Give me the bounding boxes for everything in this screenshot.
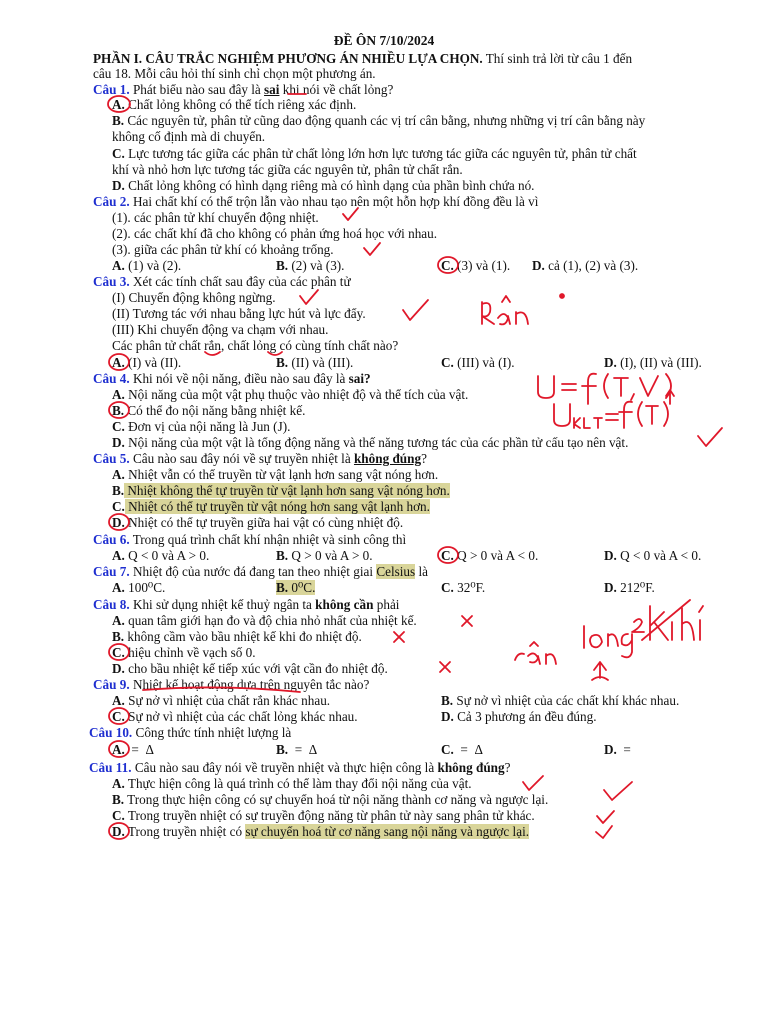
- arrow-up-icon: [666, 390, 674, 404]
- q9-option-b: B. Sự nở vì nhiệt của các chất khí khác nhau.: [441, 693, 680, 708]
- q11-option-b: B. Trong thực hiện công có sự chuyển hoá từ nội năng thành cơ năng và ngược lại.: [112, 792, 549, 807]
- q7-option-b: B. 0⁰C.: [276, 580, 316, 595]
- question-label: Câu 9.: [93, 677, 130, 692]
- q2-statement-1: (1). các phân tử khí chuyển động nhiệt.: [112, 210, 319, 225]
- q8-option-b: B. không cầm vào bầu nhiệt kế khi đo nhiệt độ.: [112, 629, 362, 644]
- q3-statement-1: (I) Chuyển động không ngừng.: [112, 290, 276, 305]
- question-8-stem: Câu 8. Khi sử dụng nhiệt kế thuỷ ngân ta không cần phải: [93, 597, 400, 612]
- check-mark: [300, 290, 318, 304]
- q11-option-a: A. Thực hiện công là quá trình có thể làm thay đổi nội năng của vật.: [112, 776, 472, 791]
- cross-mark: [462, 616, 472, 626]
- q6-option-a: A. Q < 0 và A > 0.: [112, 548, 210, 563]
- q5-option-a: A. Nhiệt vẫn có thể truyền từ vật lạnh hơn sang vật nóng hơn.: [112, 467, 439, 482]
- check-mark: [597, 811, 614, 823]
- q7-option-a: A. 100⁰C.: [112, 580, 166, 595]
- formula-subscript-klt: [574, 418, 602, 428]
- q10-option-b: B. = Δ: [276, 742, 318, 757]
- q3-option-a: A. (I) và (II).: [112, 355, 182, 370]
- question-3-stem: Câu 3. Xét các tính chất sau đây của các phân tử: [93, 274, 351, 289]
- q2-statement-2: (2). các chất khí đã cho không có phản ứng hoá học với nhau.: [112, 226, 438, 241]
- question-2-stem: Câu 2. Hai chất khí có thể trộn lẫn vào nhau tạo nên một hỗn hợp khí đồng đều là vì: [93, 194, 539, 209]
- formula-f: [582, 374, 596, 404]
- q1-option-b-cont: không cố định mà di chuyển.: [112, 129, 266, 144]
- formula-paren-open: [638, 402, 642, 426]
- part-intro: Thí sinh trả lời từ câu 1 đến: [482, 51, 633, 66]
- handwritten-ran: [482, 296, 528, 324]
- q2-option-c: C. (3) và (1).: [441, 258, 511, 273]
- cross-mark: [394, 632, 404, 642]
- q2-option-d: D. cả (1), (2) và (3).: [532, 258, 639, 273]
- question-10-stem: Câu 10. Công thức tính nhiệt lượng là: [89, 725, 292, 740]
- question-label: Câu 5.: [93, 451, 130, 466]
- q5-option-c: C. Nhiệt có thể tự truyền từ vật nóng hơn sang vật lạnh hơn.: [112, 499, 430, 514]
- handwritten-ran-2: [515, 642, 556, 664]
- question-label: Câu 8.: [93, 597, 130, 612]
- q1-option-d: D. Chất lỏng không có hình dạng riêng mà có hình dạng của phần bình chứa nó.: [112, 178, 535, 193]
- q8-option-c: C. hiệu chỉnh về vạch số 0.: [112, 645, 256, 660]
- q3-option-d: D. (I), (II) và (III).: [604, 355, 702, 370]
- question-label: Câu 4.: [93, 371, 130, 386]
- q2-option-a: A. (1) và (2).: [112, 258, 182, 273]
- formula-paren-close: [664, 402, 668, 426]
- q8-option-a: A. quan tâm giới hạn đo và độ chia nhỏ nhất của nhiệt kế.: [112, 613, 417, 628]
- q2-option-b: B. (2) và (3).: [276, 258, 345, 273]
- arrow-up-icon: [594, 662, 606, 678]
- formula-paren-close: [666, 374, 671, 398]
- formula-u-letter: [538, 376, 554, 398]
- formula-paren-open: [604, 374, 608, 398]
- check-mark: [604, 782, 632, 800]
- check-mark: [364, 243, 380, 255]
- q11-option-d: D. Trong truyền nhiệt có sự chuyển hoá từ cơ năng sang nội năng và ngược lại.: [112, 824, 530, 839]
- q1-option-a: A. Chất lỏng không có thể tích riêng xác định.: [112, 97, 357, 112]
- part-heading-line: [93, 51, 632, 67]
- question-7-stem: Câu 7. Nhiệt độ của nước đá đang tan theo nhiệt giai Celsius là: [93, 564, 428, 579]
- check-mark: [596, 826, 612, 838]
- question-5-stem: Câu 5. Câu nào sau đây nói về sự truyền nhiệt là không đúng?: [93, 451, 427, 466]
- page-title: ĐỀ ÔN 7/10/2024: [333, 33, 435, 48]
- question-label: Câu 1.: [93, 82, 130, 97]
- formula-v: [640, 376, 658, 396]
- q8-option-d: D. cho bầu nhiệt kế tiếp xúc với vật cần đo nhiệt độ.: [112, 661, 388, 676]
- q3-statement-2: (II) Tương tác với nhau bằng lực hút và lực đẩy.: [112, 306, 366, 321]
- question-label: Câu 3.: [93, 274, 130, 289]
- q3-option-b: B. (II) và (III).: [276, 355, 354, 370]
- handwritten-superscript: [632, 619, 644, 632]
- question-11-stem: Câu 11. Câu nào sau đây nói về truyền nhiệt và thực hiện công là không đúng?: [89, 760, 511, 775]
- q3-statement-4: Các phân tử chất rắn, chất lỏng có cùng tính chất nào?: [112, 338, 399, 353]
- q7-option-d: D. 212⁰F.: [604, 580, 655, 595]
- formula-f: [619, 402, 632, 428]
- check-mark: [343, 208, 358, 220]
- question-label: Câu 2.: [93, 194, 130, 209]
- q4-option-a: A. Nội năng của một vật phụ thuộc vào nhiệt độ và thể tích của vật.: [112, 387, 469, 402]
- q9-option-c: C. Sự nở vì nhiệt của các chất lỏng khác nhau.: [112, 709, 358, 724]
- formula-u-letter: [554, 404, 570, 426]
- q4-option-b: B. Có thể đo nội năng bằng nhiệt kế.: [112, 403, 306, 418]
- check-mark: [403, 300, 428, 320]
- q3-option-c: C. (III) và (I).: [441, 355, 515, 370]
- part-intro-2: câu 18. Mỗi câu hỏi thí sinh chỉ chọn một phương án.: [93, 66, 376, 81]
- q9-option-a: A. Sự nở vì nhiệt của chất rắn khác nhau.: [112, 693, 331, 708]
- q4-option-c: C. Đơn vị của nội năng là Jun (J).: [112, 419, 291, 434]
- q6-option-d: D. Q < 0 và A < 0.: [604, 548, 702, 563]
- check-mark: [523, 776, 543, 790]
- question-1-stem: Câu 1. Phát biểu nào sau đây là sai khi nói về chất lỏng?: [93, 82, 394, 97]
- q5-option-b: B. Nhiệt không thể tự truyền từ vật lạnh hơn sang vật nóng hơn.: [112, 483, 450, 498]
- check-mark: [698, 428, 722, 446]
- formula-t: [646, 406, 658, 424]
- strike-line: [642, 600, 690, 640]
- q2-statement-3: (3). giữa các phân tử khí có khoảng trống.: [112, 242, 334, 257]
- formula-equals: [562, 384, 576, 390]
- q10-option-d: D. =: [604, 742, 631, 757]
- q9-option-d: D. Cả 3 phương án đều đúng.: [441, 709, 597, 724]
- q11-option-c: C. Trong truyền nhiệt có sự truyền động năng từ phân tử này sang phân tử khác.: [112, 808, 535, 823]
- q6-option-c: C. Q > 0 và A < 0.: [441, 548, 539, 563]
- question-4-stem: Câu 4. Khi nói về nội năng, điều nào sau đây là sai?: [93, 371, 371, 386]
- question-label: Câu 6.: [93, 532, 130, 547]
- q4-option-d: D. Nội năng của một vật là tổng động năng và thế năng tương tác của các phần tử cấu tạo nên vật.: [112, 435, 629, 450]
- question-label: Câu 7.: [93, 564, 130, 579]
- question-label: Câu 11.: [89, 760, 132, 775]
- q1-option-c-cont: khí và nhỏ hơn lực tương tác giữa các nguyên tử, phân tử chất rắn.: [112, 162, 463, 177]
- q10-option-a: A. = Δ: [112, 742, 154, 757]
- q5-option-d: D. Nhiệt có thể tự truyền giữa hai vật có cùng nhiệt độ.: [112, 515, 404, 530]
- formula-t: [614, 378, 628, 396]
- formula-equals: [606, 414, 618, 420]
- q6-option-b: B. Q > 0 và A > 0.: [276, 548, 373, 563]
- cross-mark: [440, 662, 450, 672]
- question-9-stem: Câu 9. Nhiệt kế hoạt động dựa trên nguyên tắc nào?: [93, 677, 370, 692]
- question-6-stem: Câu 6. Trong quá trình chất khí nhận nhiệt và sinh công thì: [93, 532, 407, 547]
- handwritten-khi: [650, 606, 703, 640]
- formula-comma: [631, 394, 634, 400]
- q1-option-c: C. Lực tương tác giữa các phân tử chất lỏng lớn hơn lực tương tác giữa các nguyên tử, phân tử chất: [112, 146, 637, 161]
- q3-statement-3: (III) Khi chuyển động va chạm với nhau.: [112, 322, 329, 337]
- q7-option-c: C. 32⁰F.: [441, 580, 486, 595]
- q10-option-c: C. = Δ: [441, 742, 483, 757]
- q1-option-b: B. Các nguyên tử, phân tử cũng dao động quanh các vị trí cân bằng, nhưng những vị trí cân bằng này: [112, 113, 646, 128]
- handwritten-long: [584, 626, 632, 657]
- squiggle-mark: [592, 677, 608, 680]
- ink-dot: [560, 294, 564, 298]
- question-label: Câu 10.: [89, 725, 133, 740]
- part-heading: PHẦN I. CÂU TRẮC NGHIỆM PHƯƠNG ÁN NHIỀU LỰA CHỌN.: [93, 51, 483, 66]
